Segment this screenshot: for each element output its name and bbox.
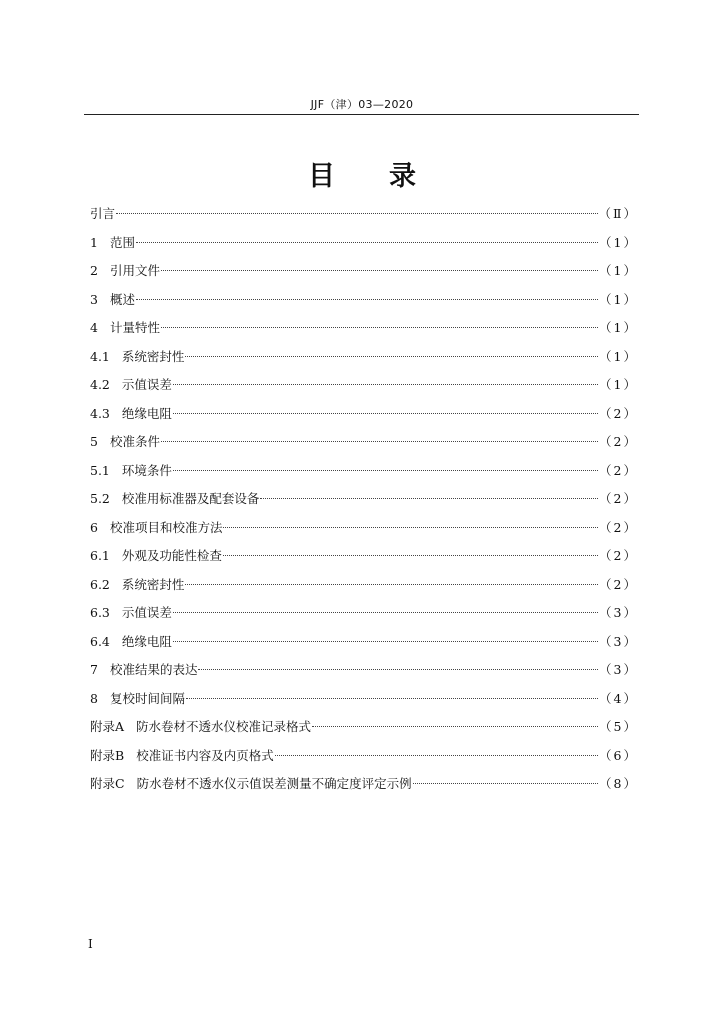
toc-entry-label — [90, 347, 184, 365]
toc-leader-dots — [161, 270, 598, 271]
toc-entry[interactable] — [90, 233, 638, 262]
toc-entry-page: （3） — [599, 633, 638, 649]
toc-entry-title: 系统密封性 — [121, 576, 185, 592]
toc-entry-label — [90, 233, 135, 251]
toc-entry-number: 4 — [90, 320, 98, 335]
toc-entry-title: 外观及功能性检查 — [121, 548, 222, 563]
toc-entry-label — [90, 261, 160, 279]
toc-entry[interactable] — [90, 689, 638, 718]
toc-entry-title: 校准用标准器及配套设备 — [121, 491, 260, 506]
toc-entry-number: 6.2 — [90, 576, 110, 592]
toc-entry-page: （3） — [599, 662, 638, 677]
toc-entry[interactable] — [90, 375, 638, 404]
toc-entry-page: （1） — [599, 377, 638, 392]
title-char-1: 目 — [308, 161, 335, 192]
toc-entry-number: 4.3 — [90, 405, 110, 421]
toc-entry-label — [90, 489, 259, 507]
toc-entry-title: 引用文件 — [109, 263, 160, 278]
toc-entry[interactable] — [90, 204, 638, 233]
toc-leader-dots — [173, 641, 598, 642]
toc-leader-dots — [136, 299, 598, 300]
toc-entry-label — [90, 318, 160, 336]
toc-entry-title: 概述 — [109, 291, 135, 307]
toc-entry-number: 6.3 — [90, 605, 110, 620]
toc-entry-page: （2） — [599, 462, 638, 478]
toc-entry-title: 防水卷材不透水仪校准记录格式 — [136, 719, 312, 734]
toc-entry-page: （4） — [599, 690, 638, 706]
toc-entry[interactable] — [90, 575, 638, 604]
toc-entry-title: 复校时间间隔 — [109, 690, 185, 706]
toc-entry-number: 附录A — [90, 719, 125, 734]
toc-entry-title: 引言 — [90, 206, 116, 221]
toc-entry[interactable] — [90, 546, 638, 575]
toc-entry-number: 附录C — [90, 776, 125, 791]
page-title — [0, 154, 724, 193]
toc-entry[interactable] — [90, 461, 638, 490]
toc-entry-number: 6 — [90, 519, 98, 535]
toc-entry[interactable] — [90, 746, 638, 775]
toc-leader-dots — [223, 555, 598, 556]
toc-entry-page: （2） — [599, 519, 638, 535]
toc-entry-page: （2） — [599, 576, 638, 592]
toc-entry-title: 计量特性 — [109, 320, 160, 335]
title-char-2: 录 — [389, 161, 416, 192]
toc-entry[interactable] — [90, 603, 638, 632]
toc-entry-number: 6.1 — [90, 548, 110, 563]
toc-entry[interactable] — [90, 717, 638, 746]
toc-entry-label — [90, 632, 172, 650]
toc-entry-title: 示值误差 — [121, 605, 172, 620]
header-divider — [84, 114, 639, 115]
toc-leader-dots — [260, 498, 598, 499]
toc-entry[interactable] — [90, 432, 638, 461]
toc-entry-title: 防水卷材不透水仪示值误差测量不确定度评定示例 — [136, 776, 412, 791]
toc-entry-label — [90, 774, 412, 792]
toc-entry-label — [90, 290, 135, 308]
toc-entry-title: 校准证书内容及内页格式 — [136, 747, 274, 763]
toc-entry-label — [90, 518, 222, 536]
toc-entry-label — [90, 546, 222, 564]
toc-entry-title: 范围 — [109, 234, 135, 250]
footer-page-number: I — [88, 937, 93, 951]
toc-entry-number: 5.2 — [90, 491, 110, 506]
toc-leader-dots — [275, 755, 598, 756]
toc-entry-page: （2） — [599, 548, 638, 563]
toc-entry-title: 示值误差 — [121, 377, 172, 392]
toc-entry-number: 7 — [90, 662, 98, 677]
toc-entry-title: 系统密封性 — [121, 348, 185, 364]
toc-entry-page: （Ⅱ） — [598, 206, 638, 221]
toc-entry-number: 2 — [90, 263, 98, 278]
toc-entry-title: 校准条件 — [109, 434, 160, 449]
toc-leader-dots — [116, 213, 597, 214]
toc-entry-label — [90, 603, 172, 621]
toc-leader-dots — [185, 356, 598, 357]
toc-entry[interactable] — [90, 518, 638, 547]
toc-leader-dots — [173, 384, 598, 385]
toc-entry[interactable] — [90, 632, 638, 661]
toc-entry-title: 绝缘电阻 — [121, 633, 172, 649]
toc-entry-page: （2） — [599, 491, 638, 506]
toc-leader-dots — [198, 669, 598, 670]
toc-entry-label — [90, 375, 172, 393]
toc-entry-number: 4.2 — [90, 377, 110, 392]
toc-leader-dots — [161, 441, 598, 442]
toc-entry[interactable] — [90, 318, 638, 347]
toc-entry[interactable] — [90, 290, 638, 319]
toc-entry-page: （8） — [599, 776, 638, 791]
toc-leader-dots — [223, 527, 598, 528]
toc-leader-dots — [173, 413, 598, 414]
toc-entry-page: （2） — [599, 405, 638, 421]
toc-entry[interactable] — [90, 489, 638, 518]
toc-entry-number: 1 — [90, 234, 98, 250]
toc-entry-label — [90, 746, 274, 764]
toc-leader-dots — [173, 612, 598, 613]
toc-entry-page: （1） — [599, 348, 638, 364]
toc-entry-number: 附录B — [90, 747, 125, 763]
toc-entry-page: （6） — [599, 747, 638, 763]
toc-entry-page: （1） — [599, 320, 638, 335]
toc-entry-label — [90, 204, 115, 222]
toc-entry[interactable] — [90, 261, 638, 290]
toc-entry-title: 校准项目和校准方法 — [109, 519, 223, 535]
toc-entry-label — [90, 660, 197, 678]
toc-leader-dots — [413, 783, 598, 784]
toc-entry-number: 6.4 — [90, 633, 110, 649]
toc-entry[interactable] — [90, 404, 638, 433]
toc-entry-page: （1） — [599, 291, 638, 307]
toc-leader-dots — [185, 584, 598, 585]
table-of-contents — [90, 204, 638, 803]
toc-entry-page: （2） — [599, 434, 638, 449]
toc-leader-dots — [312, 726, 598, 727]
toc-entry-page: （3） — [599, 605, 638, 620]
toc-entry-number: 3 — [90, 291, 98, 307]
toc-entry-label — [90, 689, 185, 707]
document-code: JJF（津）03—2020 — [310, 98, 414, 111]
toc-entry-number: 5 — [90, 434, 98, 449]
toc-entry-label — [90, 404, 172, 422]
toc-entry-number: 5.1 — [90, 462, 110, 478]
toc-entry-page: （5） — [599, 719, 638, 734]
toc-entry-label — [90, 575, 184, 593]
toc-leader-dots — [161, 327, 598, 328]
toc-entry-page: （1） — [599, 234, 638, 250]
toc-entry-label — [90, 432, 160, 450]
toc-leader-dots — [173, 470, 598, 471]
toc-entry-title: 校准结果的表达 — [109, 662, 198, 677]
toc-entry-page: （1） — [599, 263, 638, 278]
toc-entry-number: 8 — [90, 690, 98, 706]
toc-entry-label — [90, 461, 172, 479]
toc-entry-title: 绝缘电阻 — [121, 405, 172, 421]
toc-entry[interactable] — [90, 774, 638, 803]
toc-entry[interactable] — [90, 347, 638, 376]
toc-leader-dots — [186, 698, 598, 699]
toc-entry-number: 4.1 — [90, 348, 110, 364]
toc-entry-label — [90, 717, 311, 735]
toc-leader-dots — [136, 242, 598, 243]
toc-entry[interactable] — [90, 660, 638, 689]
toc-entry-title: 环境条件 — [121, 462, 172, 478]
